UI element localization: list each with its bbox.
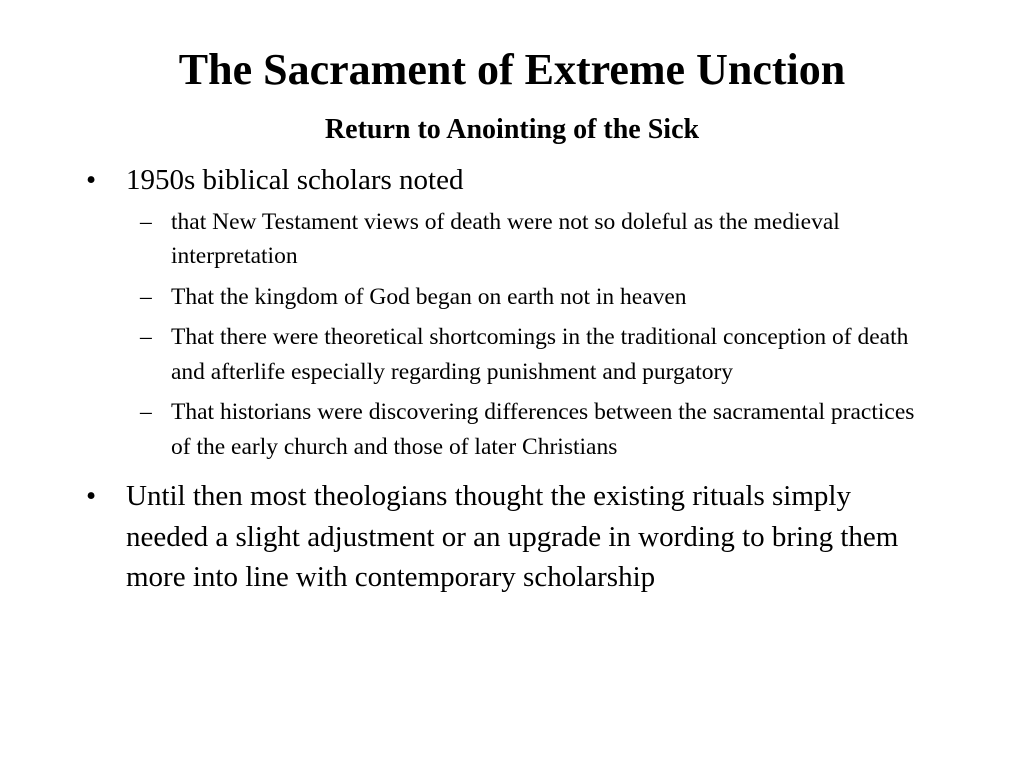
slide-content [84, 160, 934, 602]
dash-marker: – [140, 324, 152, 350]
bullet-text: 1950s biblical scholars noted [126, 164, 464, 196]
sub-bullet-text: That historians were discovering differences between the sacramental practices of the early church and those of later Christians [171, 399, 915, 460]
dash-marker: – [140, 399, 152, 425]
bullet-marker: • [86, 480, 97, 512]
slide-title: The Sacrament of Extreme Unction [178, 45, 846, 94]
bullet-text: Until then most theologians thought the existing rituals simply needed a slight adjustment or an upgrade in wording to bring them more into line with contemporary scholarship [126, 480, 899, 593]
bullet-marker: • [86, 164, 97, 196]
sub-bullet-text: That the kingdom of God began on earth not in heaven [171, 283, 687, 310]
sub-bullet-text: That there were theoretical shortcomings in the traditional conception of death and afterlife especially regarding punishment and purgatory [171, 324, 909, 385]
sub-bullet-text: that New Testament views of death were not so doleful as the medieval interpretation [171, 208, 840, 269]
dash-marker: – [140, 283, 152, 310]
bullet-item [84, 476, 934, 598]
sub-bullet-item [84, 205, 934, 274]
dash-marker: – [140, 208, 152, 235]
slide-subtitle: Return to Anointing of the Sick [324, 114, 700, 145]
sub-bullet-item [84, 320, 934, 389]
bullet-item [84, 160, 934, 201]
sub-bullet-item [84, 280, 934, 315]
sub-bullet-list [84, 205, 934, 465]
sub-bullet-item [84, 395, 934, 464]
